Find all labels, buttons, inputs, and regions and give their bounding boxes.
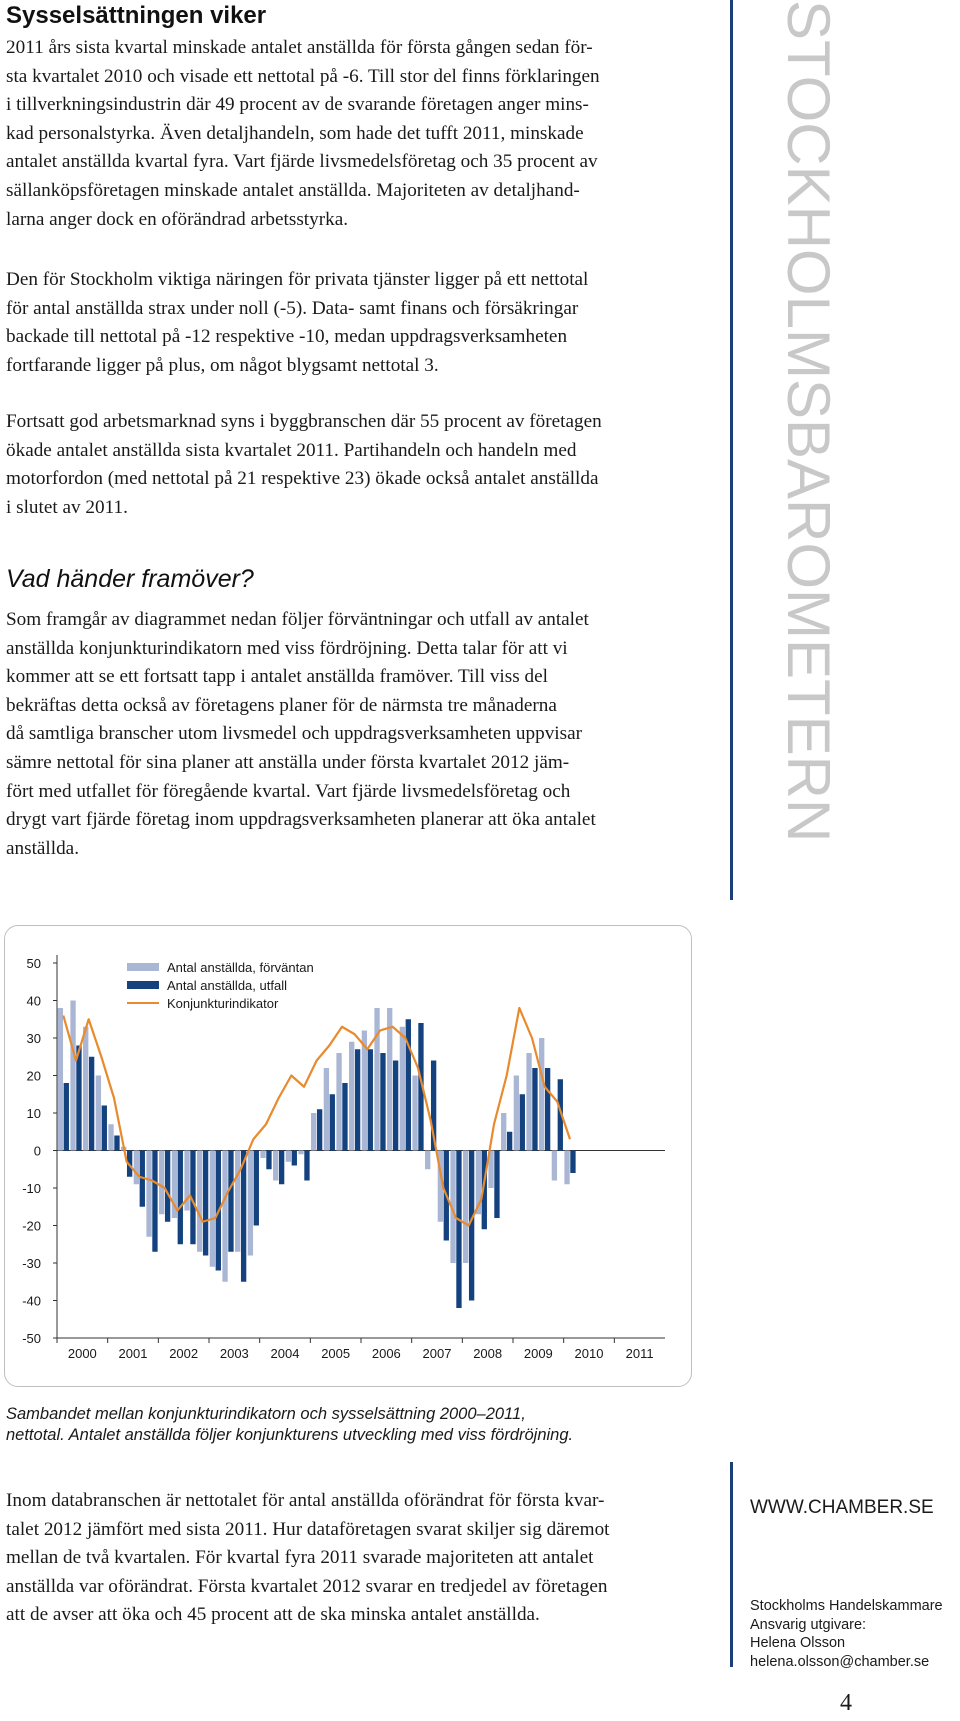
y-tick-label: -20 (22, 1218, 41, 1234)
bar (260, 1151, 265, 1159)
bar (526, 1053, 531, 1151)
employment-chart (5, 926, 691, 1386)
text-line: Den för Stockholm viktiga näringen för privata tjänster ligger på ett nettotal (6, 269, 589, 290)
bar (203, 1151, 208, 1256)
text-line: i slutet av 2011. (6, 496, 128, 518)
bar (248, 1151, 253, 1256)
legend-label: Antal anställda, utfall (167, 978, 287, 993)
text-line: Inom databranschen är nettotalet för antal anställda oförändrat för första kvar- (6, 1490, 605, 1511)
text-line: bekräftas detta också av företagens planer för de närmsta tre månaderna (6, 694, 557, 716)
y-tick-label: 10 (26, 1106, 41, 1121)
brand-vertical (738, 0, 948, 900)
x-tick-label: 2002 (169, 1346, 199, 1361)
bar (539, 1038, 544, 1151)
bar (324, 1068, 329, 1151)
bar (380, 1053, 385, 1151)
chart-caption (6, 1404, 706, 1446)
bar (342, 1083, 347, 1151)
x-tick-label: 2001 (118, 1346, 148, 1361)
bar (114, 1136, 119, 1151)
bar (152, 1151, 157, 1252)
bar (76, 1046, 81, 1151)
y-tick-label: -10 (22, 1181, 41, 1196)
contact-email[interactable]: helena.olsson@chamber.se (750, 1653, 930, 1670)
bar (368, 1049, 373, 1150)
bar (58, 1008, 63, 1151)
text-line: antalet anställda kvartal fyra. Vart fjärde livsmedelsföretag och 35 procent av (6, 151, 598, 173)
y-tick-label: -50 (22, 1331, 41, 1346)
bar (349, 1042, 354, 1151)
paragraph-private-services (6, 266, 686, 380)
paragraph-employment-decline (6, 34, 686, 234)
text-line: fortfarande ligger på plus, om något blygsamt nettotal 3. (6, 354, 439, 376)
bar (102, 1106, 107, 1151)
x-tick-label: 2007 (422, 1346, 452, 1361)
text-line: motorfordon (med nettotal på 21 respektive 23) ökade också antalet anställda (6, 468, 599, 490)
paragraph-construction (6, 408, 686, 522)
paragraph-outlook (6, 606, 686, 863)
x-tick-label: 2006 (371, 1346, 401, 1361)
text-line: larna anger dock en oförändrad arbetsstyrka. (6, 208, 349, 230)
sidebar-rule-bottom (730, 1462, 733, 1667)
page-title: Sysselsättningen viker (6, 2, 267, 29)
bar (330, 1094, 335, 1150)
bar (336, 1053, 341, 1151)
text-line: att de avser att öka och 45 procent att de ska minska antalet anställda. (6, 1604, 540, 1626)
bar (304, 1151, 309, 1181)
x-tick-label: 2003 (219, 1346, 249, 1361)
bar (286, 1151, 291, 1162)
x-tick-label: 2000 (67, 1346, 97, 1361)
publisher-info (750, 1597, 943, 1671)
responsible-name: Helena Olsson (750, 1635, 846, 1651)
text-line: fört med utfallet för föregående kvartal. Vart fjärde livsmedelsföretag och (6, 780, 571, 802)
bar (317, 1109, 322, 1150)
bar (292, 1151, 297, 1166)
bar (564, 1151, 569, 1185)
bar (520, 1094, 525, 1150)
bar (494, 1151, 499, 1219)
text-line: backade till nettotal på -12 respektive -10, medan uppdragsverksamheten (6, 326, 568, 348)
bar (266, 1151, 271, 1170)
bar (197, 1151, 202, 1252)
caption-line: Sambandet mellan konjunkturindikatorn och sysselsättning 2000–2011, (6, 1405, 526, 1423)
bar (545, 1068, 550, 1151)
x-tick-label: 2010 (574, 1346, 604, 1361)
legend-label: Konjunkturindikator (167, 996, 279, 1011)
bar (387, 1008, 392, 1151)
legend-label: Antal anställda, förväntan (167, 960, 314, 975)
y-tick-label: 40 (26, 993, 41, 1009)
bar (374, 1008, 379, 1151)
x-tick-label: 2008 (473, 1346, 503, 1361)
x-tick-label: 2011 (625, 1346, 654, 1361)
text-line: drygt vart fjärde företag inom uppdragsverksamheten planerar att öka antalet (6, 809, 596, 831)
bar (507, 1132, 512, 1151)
text-line: kommer att se ett fortsatt tapp i antalet anställda framöver. Till viss del (6, 666, 548, 688)
text-line: sällanköpsföretagen minskade antalet anställda. Majoriteten av detaljhand- (6, 179, 580, 201)
text-line: sämre nettotal för sina planer att anställa under första kvartalet 2012 jäm- (6, 751, 570, 773)
text-line: kad personalstyrka. Även detaljhandeln, som hade det tufft 2011, minskade (6, 122, 584, 144)
bar (64, 1083, 69, 1151)
bar (311, 1113, 316, 1151)
bar (89, 1057, 94, 1151)
bar (108, 1124, 113, 1150)
bar (552, 1151, 557, 1181)
text-line: Fortsatt god arbetsmarknad syns i byggbranschen där 55 procent av företagen (6, 411, 602, 432)
caption-line: nettotal. Antalet anställda följer konjunkturens utveckling med viss fördröjning. (6, 1426, 574, 1444)
sidebar-rule-top (730, 0, 733, 900)
bar (400, 1027, 405, 1151)
paragraph-data-sector (6, 1487, 686, 1630)
bar (96, 1076, 101, 1151)
chart-panel (4, 925, 692, 1387)
text-line: talet 2012 jämfört med sista 2011. Hur dataföretagen svarat skiljer sig däremot (6, 1518, 610, 1540)
bar (134, 1151, 139, 1185)
y-tick-label: 30 (26, 1031, 41, 1046)
text-line: mellan de två kvartalen. För kvartal fyra 2011 svarade majoriteten att antalet (6, 1547, 594, 1569)
bar (159, 1151, 164, 1215)
bar (393, 1061, 398, 1151)
indicator-line (63, 1008, 570, 1226)
bar (532, 1068, 537, 1151)
text-line: Som framgår av diagrammet nedan följer förväntningar och utfall av antalet (6, 609, 589, 630)
text-line: då samtliga branscher utom livsmedel och uppdragsverksamheten uppvisar (6, 723, 582, 745)
bar (222, 1151, 227, 1282)
page-number: 4 (840, 1690, 852, 1716)
x-tick-label: 2005 (321, 1346, 351, 1361)
bar (70, 1001, 75, 1151)
bar (228, 1151, 233, 1252)
bar (165, 1151, 170, 1222)
bar (412, 1076, 417, 1151)
bar (298, 1151, 303, 1155)
responsible-label: Ansvarig utgivare: (750, 1616, 867, 1633)
publisher-name: Stockholms Handelskammare (750, 1598, 943, 1614)
bar (254, 1151, 259, 1226)
text-line: i tillverkningsindustrin där 49 procent av de svarande företagen anger mins- (6, 94, 589, 116)
y-tick-label: 50 (26, 956, 41, 971)
bar (501, 1113, 506, 1151)
brand-text: STOCKHOLMSBAROMETERN (775, 0, 842, 843)
y-tick-label: 0 (33, 1143, 41, 1159)
website-link[interactable]: WWW.CHAMBER.SE (750, 1497, 934, 1518)
y-tick-label: -30 (22, 1256, 41, 1271)
bar (425, 1151, 430, 1170)
bar (279, 1151, 284, 1185)
text-line: anställda var oförändrat. Första kvartalet 2012 svarar en tredjedel av företagen (6, 1575, 608, 1597)
legend-swatch (127, 963, 159, 971)
bar (83, 1027, 88, 1151)
x-tick-label: 2004 (270, 1346, 300, 1361)
bar (235, 1151, 240, 1252)
subheading: Vad händer framöver? (6, 565, 254, 593)
bar (514, 1076, 519, 1151)
bar (570, 1151, 575, 1174)
text-line: sta kvartalet 2010 och visade ett nettotal på -6. Till stor del finns förklaringen (6, 65, 600, 87)
text-line: för antal anställda strax under noll (-5). Data- samt finans och försäkringar (6, 297, 579, 319)
y-tick-label: -40 (22, 1293, 41, 1309)
bar (463, 1151, 468, 1264)
y-tick-label: 20 (26, 1068, 41, 1084)
bar (355, 1049, 360, 1150)
bar (456, 1151, 461, 1309)
bar (146, 1151, 151, 1237)
bar (210, 1151, 215, 1267)
text-line: ökade antalet anställda sista kvartalet 2011. Partihandeln och handeln med (6, 439, 577, 461)
text-line: anställda. (6, 837, 79, 859)
bar (178, 1151, 183, 1245)
x-tick-label: 2009 (523, 1346, 553, 1361)
bar (241, 1151, 246, 1282)
text-line: anställda konjunkturindikatorn med viss fördröjning. Detta talar för att vi (6, 637, 568, 659)
bar (273, 1151, 278, 1181)
legend-swatch (127, 981, 159, 989)
text-line: 2011 års sista kvartal minskade antalet anställda för första gången sedan för- (6, 37, 593, 58)
